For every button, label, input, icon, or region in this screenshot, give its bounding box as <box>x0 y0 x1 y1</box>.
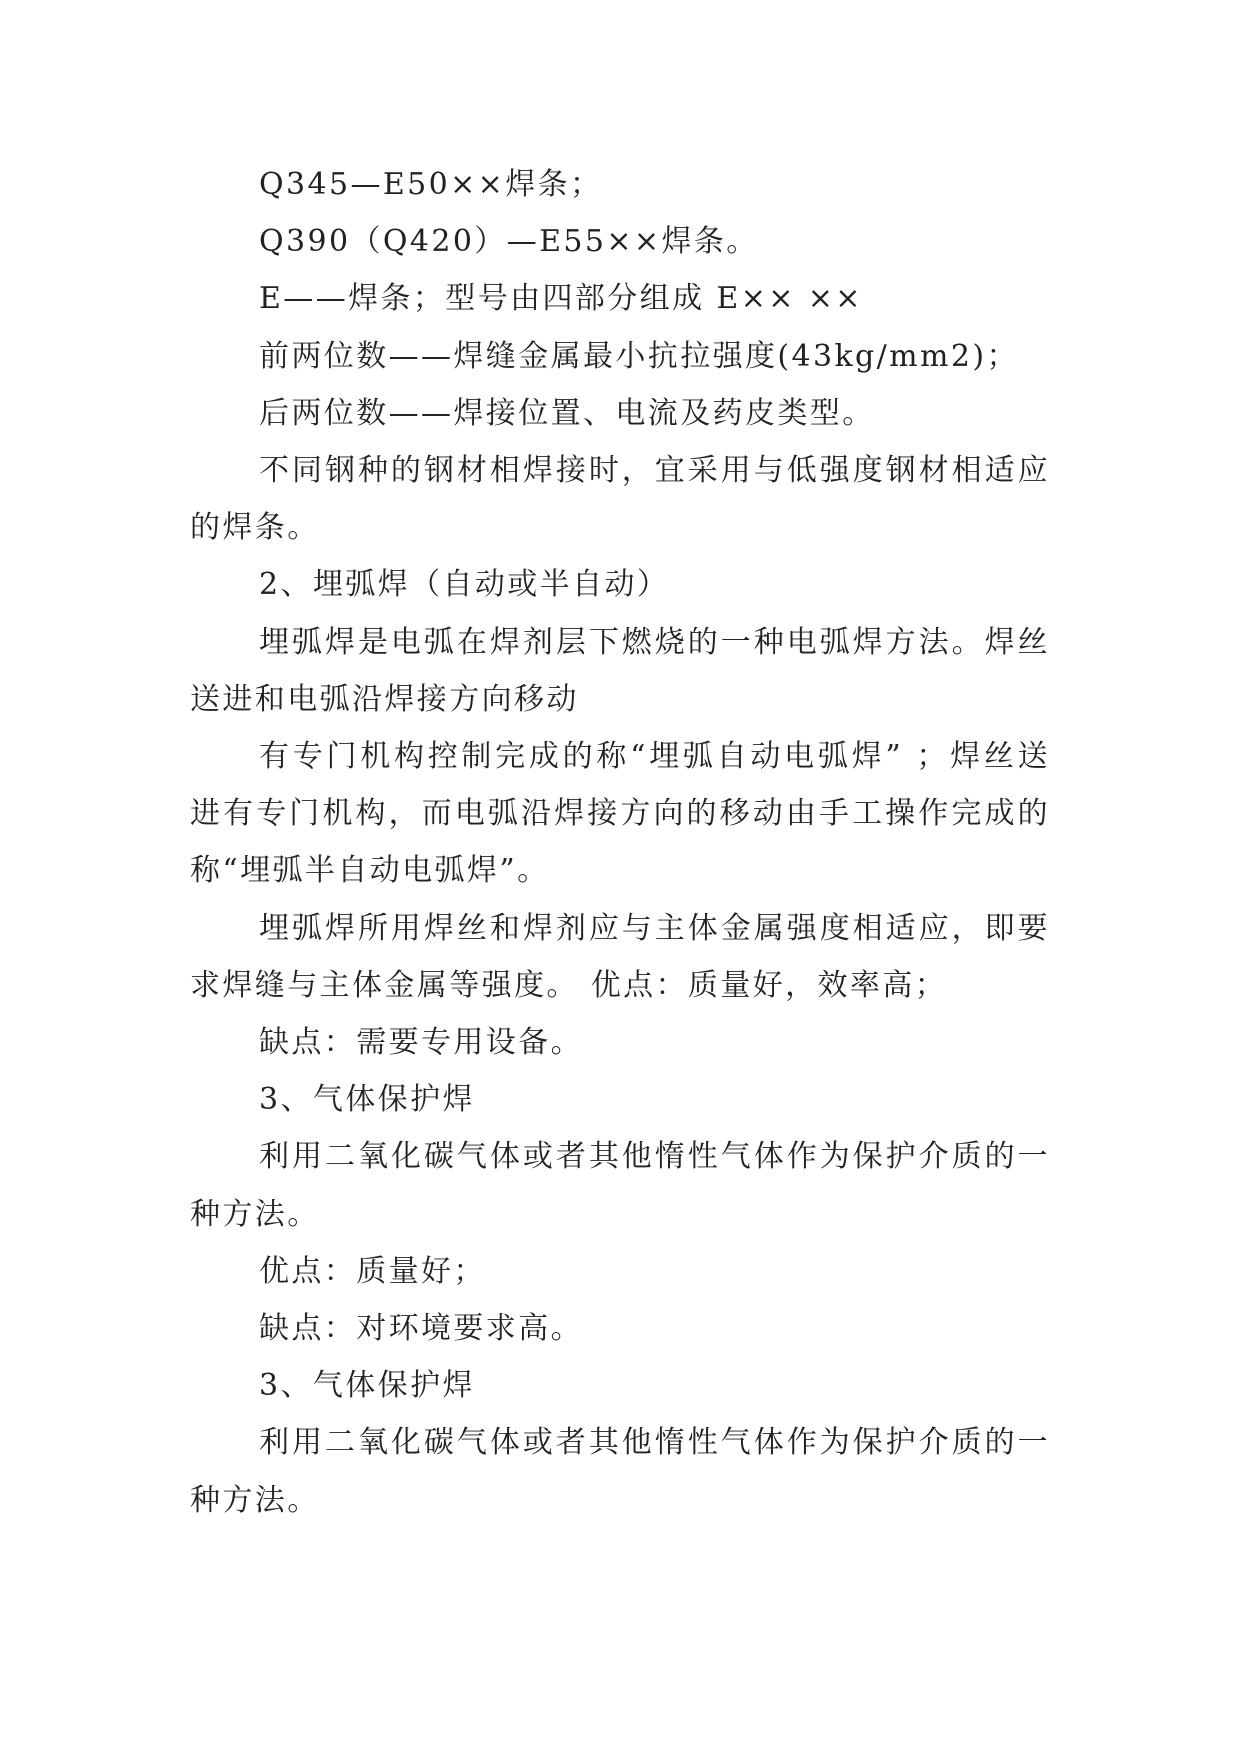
heading-gas-shielded-welding-repeat: 3、气体保护焊 <box>259 1368 475 1404</box>
paragraph-submerged-arc-definition: 埋弧焊是电弧在焊剂层下燃烧的一种电弧焊方法。焊丝送进和电弧沿焊接方向移动 <box>190 624 1050 717</box>
paragraph-gas-shielded-definition-repeat: 利用二氧化碳气体或者其他惰性气体作为保护介质的一种方法。 <box>190 1425 1050 1518</box>
paragraph-dissimilar-steel: 不同钢种的钢材相焊接时，宜采用与低强度钢材相适应的焊条。 <box>190 453 1050 546</box>
paragraph-automatic-semi-automatic: 有专门机构控制完成的称“埋弧自动电弧焊” ；焊丝送进有专门机构，而电弧沿焊接方向的移动由手工操作完成的称“埋弧半自动电弧焊”。 <box>190 739 1050 889</box>
paragraph-electrode-q345: Q345—E50××焊条； <box>259 167 603 202</box>
paragraph-last-two-digits: 后两位数——焊接位置、电流及药皮类型。 <box>259 395 875 431</box>
paragraph-gas-shielded-disadvantage: 缺点：对环境要求高。 <box>259 1311 583 1347</box>
paragraph-electrode-q390: Q390（Q420）—E55××焊条。 <box>259 224 759 260</box>
paragraph-wire-flux-strength: 埋弧焊所用焊丝和焊剂应与主体金属强度相适应，即要求焊缝与主体金属等强度。 优点：质量好，效率高； <box>190 910 1050 1003</box>
paragraph-first-two-digits: 前两位数——焊缝金属最小抗拉强度(43kg/mm2)； <box>259 338 1019 374</box>
document-body <box>190 156 1050 1529</box>
heading-gas-shielded-welding: 3、气体保护焊 <box>259 1082 475 1118</box>
paragraph-electrode-model: E——焊条；型号由四部分组成 E×× ×× <box>259 281 863 317</box>
paragraph-gas-shielded-advantage: 优点：质量好； <box>259 1253 486 1289</box>
heading-submerged-arc-welding: 2、埋弧焊（自动或半自动） <box>259 567 670 603</box>
paragraph-submerged-arc-disadvantage: 缺点：需要专用设备。 <box>259 1025 583 1061</box>
paragraph-gas-shielded-definition: 利用二氧化碳气体或者其他惰性气体作为保护介质的一种方法。 <box>190 1139 1050 1232</box>
